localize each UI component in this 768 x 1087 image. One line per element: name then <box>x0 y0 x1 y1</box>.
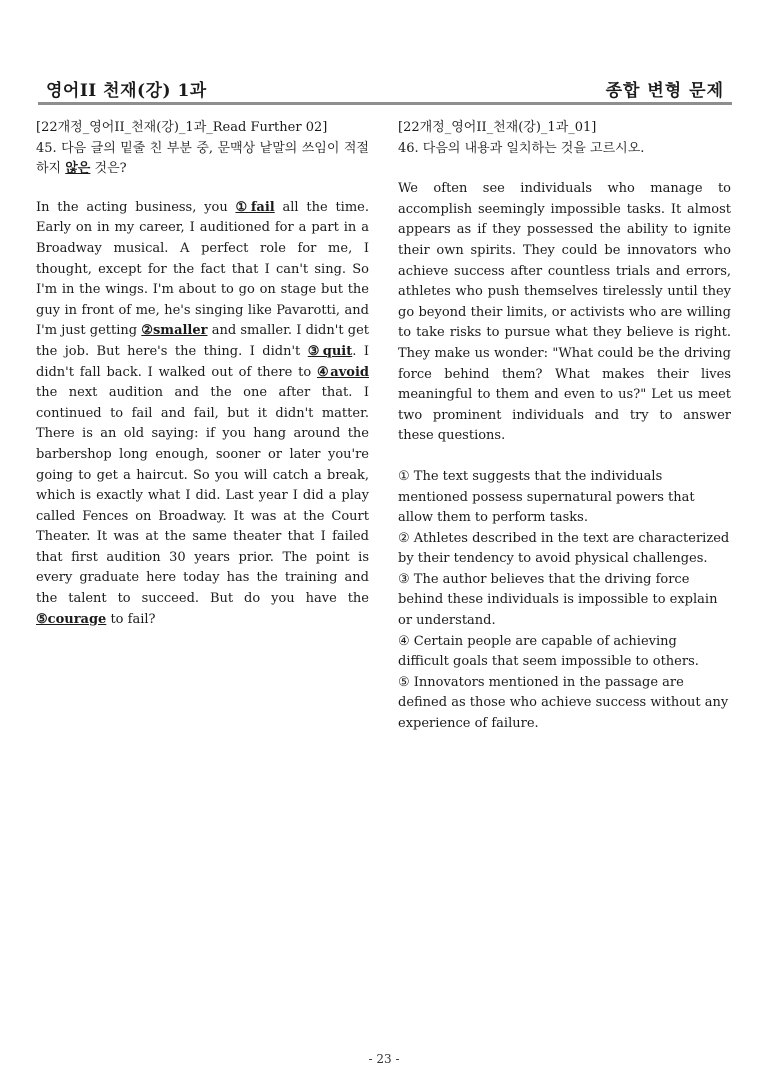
answer-options <box>398 467 731 735</box>
question-46-prompt: 46. 다음의 내용과 일치하는 것을 고르시오. <box>398 140 645 156</box>
question-45 <box>36 118 369 630</box>
answer-option-5[interactable]: ⑤ Innovators mentioned in the passage are defined as those who achieve success without any experience of failure. <box>398 674 729 732</box>
passage-segment: and smaller. I didn't get the job. But here's the thing. I didn't <box>36 323 369 359</box>
page-header <box>38 72 732 100</box>
passage-segment: In the acting business, you <box>36 199 236 215</box>
question-46-source: [22개정_영어II_천재(강)_1과_01] <box>398 120 597 135</box>
header-divider <box>38 102 732 105</box>
answer-option-3[interactable]: ③ The author believes that the driving force behind these individuals is impossible to explain or understand. <box>398 571 718 629</box>
question-45-prompt-start: 45. 다음 글의 밑줄 친 부분 중, 문맥상 낱말의 쓰임이 적절하지 <box>36 140 369 177</box>
passage-segment: to fail? <box>106 611 156 627</box>
underlined-choice-3: ③quit <box>307 343 353 359</box>
worksheet-title: 종합 변형 문제 <box>605 81 724 101</box>
question-45-passage <box>36 198 369 630</box>
question-46 <box>398 118 731 735</box>
question-46-passage: We often see individuals who manage to accomplish seemingly impossible tasks. It almost appears as if they possessed the ability to ignite their own spirits. They could be innovators who achieve success after countless trials and errors, athletes who push themselves tirelessly until they go beyond their limits, or activists who are willing to take risks to pursue what they believe is right. They make us wonder: "What could be the driving force behind them? What makes their lives meaningful to them and even to us?" Let us meet two prominent individuals and try to answer these questions. <box>398 181 731 444</box>
passage-segment: the next audition and the one after that. I continued to fail and fail, but it didn't matter. There is an old saying: if you hang around the barbershop long enough, sooner or later you're going to get a haircut. So you will catch a break, which is exactly what I did. Last year I did a play called Fences on Broadway. It was at the Court Theater. It was at the same theater that I failed that first audition 30 years prior. The point is every graduate here today has the training and the talent to succeed. But do you have the <box>36 385 369 607</box>
underlined-choice-4: ④avoid <box>316 364 369 380</box>
answer-option-4[interactable]: ④ Certain people are capable of achieving difficult goals that seem impossible to others. <box>398 633 699 670</box>
question-45-source: [22개정_영어II_천재(강)_1과_Read Further 02] <box>36 120 328 135</box>
underlined-choice-5: ⑤courage <box>36 611 107 627</box>
underlined-choice-2: ②smaller <box>141 323 208 339</box>
question-45-negation: 않은 <box>65 161 91 177</box>
underlined-choice-1: ①fail <box>235 199 275 215</box>
question-45-prompt <box>36 139 369 180</box>
question-45-prompt-end: 것은? <box>90 161 127 177</box>
answer-option-1[interactable]: ① The text suggests that the individuals mentioned possess supernatural powers that allow them to perform tasks. <box>398 468 695 526</box>
textbook-title: 영어II 천재(강) 1과 <box>46 81 207 101</box>
page-number: - 23 - <box>368 1052 400 1066</box>
passage-segment: . I didn't fall back. I walked out of there to <box>36 343 369 380</box>
passage-segment: all the time. Early on in my career, I auditioned for a part in a Broadway musical. A perfect role for me, I thought, except for the fact that I can't sing. So I'm in the wings. I'm about to go on stage but the guy in front of me, he's singing like Pavarotti, and I'm just getting <box>36 199 369 339</box>
answer-option-2[interactable]: ② Athletes described in the text are characterized by their tendency to avoid physical challenges. <box>398 530 730 567</box>
